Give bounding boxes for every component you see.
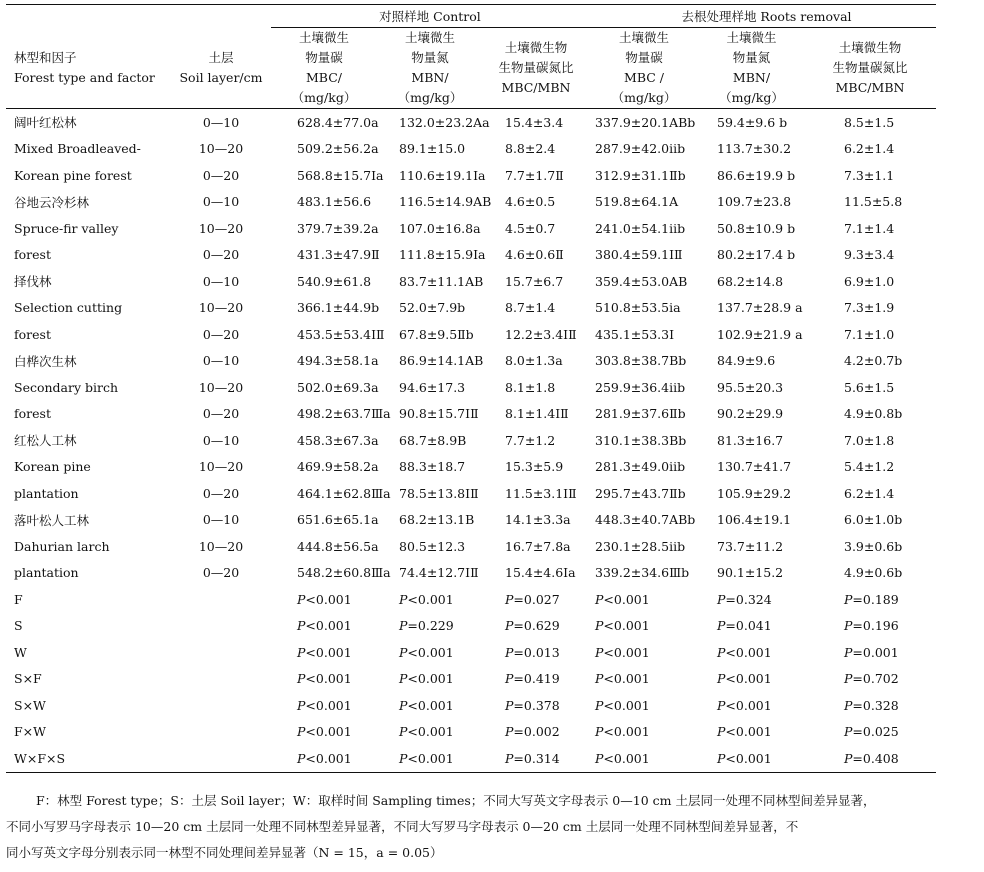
table-cell: P<0.001 <box>399 724 454 740</box>
table-cell: P<0.001 <box>717 644 772 660</box>
table-cell: 109.7±23.8 <box>717 194 792 210</box>
table-cell: F×W <box>14 724 46 740</box>
table-cell: 0—10 <box>202 273 240 289</box>
table-cell: P=0.328 <box>844 697 899 713</box>
table-cell: 380.4±59.1ⅠⅡ <box>595 247 683 263</box>
table-cell: 73.7±11.2 <box>717 538 784 554</box>
table-cell: forest <box>14 326 51 342</box>
table-row <box>6 348 936 375</box>
table-row <box>6 745 936 772</box>
table-cell <box>171 613 271 640</box>
table-cell: 113.7±30.2 <box>717 141 792 157</box>
table-cell: F <box>14 591 23 607</box>
table-cell: S×W <box>14 697 46 713</box>
table-cell: 86.9±14.1AB <box>399 353 484 369</box>
header-mbc-removal: 土壤微生 物量碳 MBC / （mg/kg） <box>611 30 677 105</box>
table-cell: 0—10 <box>202 432 240 448</box>
table-row <box>6 295 936 322</box>
table-row <box>6 427 936 454</box>
table-cell: 0—20 <box>202 326 240 342</box>
table-cell: 8.7±1.4 <box>505 300 556 316</box>
table-cell: 540.9±61.8 <box>297 273 372 289</box>
table-cell: 50.8±10.9 b <box>717 220 796 236</box>
table-cell: 6.2±1.4 <box>844 485 895 501</box>
table-cell: 16.7±7.8a <box>505 538 571 554</box>
table-cell: Dahurian larch <box>14 538 110 554</box>
table-cell: P=0.002 <box>505 724 560 740</box>
table-cell: P=0.629 <box>505 618 560 634</box>
table-cell: P<0.001 <box>595 591 650 607</box>
table-cell: 15.4±3.4 <box>505 114 564 130</box>
table-cell: 4.6±0.6Ⅱ <box>505 247 564 263</box>
table-row <box>6 613 936 640</box>
table-cell: 568.8±15.7Ⅰa <box>297 167 384 183</box>
table-cell: 67.8±9.5Ⅱb <box>399 326 474 342</box>
table-cell: 0—20 <box>202 167 240 183</box>
table-cell: 0—20 <box>202 406 240 422</box>
table-cell: 15.7±6.7 <box>505 273 564 289</box>
table-cell: 628.4±77.0a <box>297 114 379 130</box>
table-cell: W×F×S <box>14 750 66 766</box>
table-row <box>6 480 936 507</box>
table-cell: 651.6±65.1a <box>297 512 379 528</box>
table-row <box>6 321 936 348</box>
table-cell: 107.0±16.8a <box>399 220 481 236</box>
table-cell: 310.1±38.3Bb <box>595 432 687 448</box>
table-cell: 105.9±29.2 <box>717 485 792 501</box>
table-cell: 12.2±3.4ⅠⅡ <box>505 326 577 342</box>
table-cell: 6.0±1.0b <box>844 512 903 528</box>
table-cell: Korean pine forest <box>14 167 132 183</box>
footnote-line: 不同小写罗马字母表示 10—20 cm 土层同一处理不同林型差异显著，不同大写罗马字母表示 0—20 cm 土层同一处理不同林型间差异显著，不 <box>6 819 799 834</box>
table-cell: P<0.001 <box>717 697 772 713</box>
table-cell: P=0.229 <box>399 618 454 634</box>
table-row <box>6 136 936 163</box>
table-cell: 7.1±1.4 <box>844 220 895 236</box>
table-cell: 10—20 <box>198 220 244 236</box>
table-cell: 4.5±0.7 <box>505 220 556 236</box>
table-cell: 59.4±9.6 b <box>717 114 788 130</box>
table-cell: P<0.001 <box>595 644 650 660</box>
table-cell: 453.5±53.4ⅠⅡ <box>297 326 385 342</box>
table-cell: 337.9±20.1ABb <box>595 114 696 130</box>
table-cell: 106.4±19.1 <box>717 512 792 528</box>
table-row <box>6 242 936 269</box>
table-cell: 359.4±53.0AB <box>595 273 688 289</box>
table-cell: 68.2±14.8 <box>717 273 784 289</box>
table-cell <box>171 666 271 693</box>
table-cell: 74.4±12.7ⅠⅡ <box>399 565 479 581</box>
table-cell: 281.3±49.0ⅱb <box>595 459 686 475</box>
table-cell: 435.1±53.3Ⅰ <box>595 326 675 342</box>
table-row <box>6 639 936 666</box>
header-ratio-removal: 土壤微生物 生物量碳氮比 MBC/MBN <box>832 40 908 95</box>
table-cell: 303.8±38.7Bb <box>595 353 687 369</box>
table-cell: 阔叶红松林 <box>14 115 77 131</box>
table-cell: 52.0±7.9b <box>399 300 466 316</box>
table-cell: P=0.324 <box>717 591 772 607</box>
table-row <box>6 268 936 295</box>
table-row <box>6 215 936 242</box>
table-cell: 83.7±11.1AB <box>399 273 484 289</box>
header-mbn-control: 土壤微生 物量氮 MBN/ （mg/kg） <box>397 30 463 105</box>
table-cell: 5.6±1.5 <box>844 379 895 395</box>
table-cell: P<0.001 <box>399 750 454 766</box>
table-cell: 483.1±56.6 <box>297 194 372 210</box>
table-cell <box>171 719 271 746</box>
table-cell: 137.7±28.9 a <box>717 300 803 316</box>
table-cell: P<0.001 <box>297 618 352 634</box>
table-cell: 3.9±0.6b <box>844 538 903 554</box>
table-cell: P<0.001 <box>297 671 352 687</box>
header-forest-type: 林型和因子 Forest type and factor <box>14 49 155 85</box>
table-cell: 10—20 <box>198 459 244 475</box>
table-cell: 10—20 <box>198 379 244 395</box>
group-control: 对照样地 Control <box>271 5 589 28</box>
table-row <box>6 719 936 746</box>
table-cell: 0—20 <box>202 565 240 581</box>
table-cell: 7.0±1.8 <box>844 432 895 448</box>
table-cell: Mixed Broadleaved- <box>14 141 141 157</box>
table-cell: 6.9±1.0 <box>844 273 895 289</box>
column-header-row <box>6 28 936 109</box>
table-cell <box>171 586 271 613</box>
table-cell: plantation <box>14 485 79 501</box>
table-cell: P=0.378 <box>505 697 560 713</box>
table-cell: 458.3±67.3a <box>297 432 379 448</box>
table-cell: Secondary birch <box>14 379 119 395</box>
table-cell: plantation <box>14 565 79 581</box>
header-mbc-control: 土壤微生 物量碳 MBC/ （mg/kg） <box>291 30 357 105</box>
table-row <box>6 162 936 189</box>
table-cell: 8.0±1.3a <box>505 353 563 369</box>
table-cell: 11.5±5.8 <box>844 194 903 210</box>
table-cell: 4.9±0.8b <box>844 406 903 422</box>
table-cell: P<0.001 <box>399 671 454 687</box>
table-cell <box>171 745 271 772</box>
table-cell <box>171 639 271 666</box>
table-cell: P=0.408 <box>844 750 899 766</box>
table-cell: S <box>14 618 23 634</box>
table-cell: 469.9±58.2a <box>297 459 379 475</box>
table-cell: 339.2±34.6Ⅲb <box>595 565 690 581</box>
table-cell: 509.2±56.2a <box>297 141 379 157</box>
table-cell: 8.1±1.8 <box>505 379 556 395</box>
table-cell: 7.7±1.7Ⅱ <box>505 167 564 183</box>
table-cell: P=0.027 <box>505 591 560 607</box>
table-cell: 519.8±64.1A <box>595 194 679 210</box>
table-cell: 0—10 <box>202 353 240 369</box>
table-cell: 谷地云冷杉林 <box>14 194 90 210</box>
table-cell: 7.1±1.0 <box>844 326 895 342</box>
table-cell: 241.0±54.1ⅱb <box>595 220 686 236</box>
header-mbn-removal: 土壤微生 物量氮 MBN/ （mg/kg） <box>719 30 784 105</box>
table-cell: S×F <box>14 671 42 687</box>
table-cell: 287.9±42.0ⅱb <box>595 141 686 157</box>
table-cell: 494.3±58.1a <box>297 353 379 369</box>
table-cell: P=0.189 <box>844 591 899 607</box>
table-cell: 295.7±43.7Ⅱb <box>595 485 686 501</box>
table-footnote <box>6 788 936 866</box>
footnote-line: F：林型 Forest type；S：土层 Soil layer；W：取样时间 Sampling times；不同大写英文字母表示 0—10 cm 土层同一处理不同林型间差异显著， <box>36 793 876 808</box>
table-cell: 7.3±1.1 <box>844 167 895 183</box>
table-cell: 312.9±31.1Ⅱb <box>595 167 686 183</box>
table-row <box>6 374 936 401</box>
table-cell: P<0.001 <box>399 644 454 660</box>
data-table-document <box>6 4 936 773</box>
table-cell: P=0.001 <box>844 644 899 660</box>
table-cell: 0—10 <box>202 194 240 210</box>
table-cell: 498.2±63.7Ⅲa <box>297 406 391 422</box>
table-cell: P<0.001 <box>595 724 650 740</box>
microbial-biomass-table <box>6 4 936 773</box>
table-cell: 11.5±3.1ⅠⅡ <box>505 485 577 501</box>
table-cell: 0—20 <box>202 247 240 263</box>
table-cell: 14.1±3.3a <box>505 512 571 528</box>
table-row <box>6 109 936 136</box>
table-cell: 464.1±62.8Ⅲa <box>297 485 391 501</box>
group-header-row <box>6 5 936 28</box>
table-cell: 448.3±40.7ABb <box>595 512 696 528</box>
table-cell: 8.8±2.4 <box>505 141 556 157</box>
table-cell: 7.3±1.9 <box>844 300 895 316</box>
table-cell: 366.1±44.9b <box>297 300 380 316</box>
table-cell: P<0.001 <box>297 724 352 740</box>
table-cell <box>171 692 271 719</box>
table-cell: 0—10 <box>202 114 240 130</box>
table-cell: 9.3±3.4 <box>844 247 895 263</box>
table-cell: 10—20 <box>198 300 244 316</box>
table-cell: P<0.001 <box>297 644 352 660</box>
table-cell: 落叶松人工林 <box>14 512 90 528</box>
table-cell: 444.8±56.5a <box>297 538 379 554</box>
table-cell: P=0.013 <box>505 644 560 660</box>
table-row <box>6 666 936 693</box>
table-row <box>6 533 936 560</box>
table-cell: 130.7±41.7 <box>717 459 792 475</box>
table-cell: 68.7±8.9B <box>399 432 467 448</box>
table-cell: Korean pine <box>14 459 91 475</box>
table-cell: forest <box>14 247 51 263</box>
table-cell: P<0.001 <box>399 697 454 713</box>
table-cell: Spruce-fir valley <box>14 220 119 236</box>
table-cell: P=0.419 <box>505 671 560 687</box>
table-cell: Selection cutting <box>14 300 123 316</box>
table-cell: P=0.025 <box>844 724 899 740</box>
table-cell: 78.5±13.8ⅠⅡ <box>399 485 479 501</box>
table-row <box>6 692 936 719</box>
table-cell: P=0.702 <box>844 671 899 687</box>
table-cell: P<0.001 <box>595 618 650 634</box>
table-cell: 84.9±9.6 <box>717 353 776 369</box>
table-cell: P<0.001 <box>297 750 352 766</box>
header-ratio-control: 土壤微生物 生物量碳氮比 MBC/MBN <box>498 40 574 95</box>
table-cell: 6.2±1.4 <box>844 141 895 157</box>
table-cell: P<0.001 <box>717 671 772 687</box>
table-cell: P<0.001 <box>717 724 772 740</box>
table-cell: 281.9±37.6Ⅱb <box>595 406 686 422</box>
table-cell: W <box>14 644 27 660</box>
table-cell: 90.8±15.7ⅠⅡ <box>399 406 479 422</box>
table-cell: 7.7±1.2 <box>505 432 556 448</box>
table-cell: 80.2±17.4 b <box>717 247 796 263</box>
table-cell: P=0.196 <box>844 618 899 634</box>
table-cell: P=0.314 <box>505 750 560 766</box>
table-cell: 择伐林 <box>14 274 52 290</box>
table-cell: 502.0±69.3a <box>297 379 379 395</box>
table-cell: 230.1±28.5ⅱb <box>595 538 686 554</box>
table-row <box>6 560 936 587</box>
table-cell: forest <box>14 406 51 422</box>
table-cell: P<0.001 <box>297 591 352 607</box>
table-row <box>6 507 936 534</box>
table-cell: P<0.001 <box>717 750 772 766</box>
table-cell: 10—20 <box>198 141 244 157</box>
table-cell: 132.0±23.2Aa <box>399 114 490 130</box>
table-cell: 0—10 <box>202 512 240 528</box>
table-cell: 8.1±1.4ⅠⅡ <box>505 406 569 422</box>
table-cell: P<0.001 <box>595 697 650 713</box>
table-cell: 8.5±1.5 <box>844 114 895 130</box>
table-cell: P<0.001 <box>399 591 454 607</box>
table-cell: 94.6±17.3 <box>399 379 466 395</box>
table-cell: 0—20 <box>202 485 240 501</box>
table-cell: 111.8±15.9Ⅰa <box>399 247 486 263</box>
table-cell: P=0.041 <box>717 618 772 634</box>
table-cell: 510.8±53.5ⅰa <box>595 300 681 316</box>
table-cell: 548.2±60.8Ⅲa <box>297 565 391 581</box>
table-cell: 86.6±19.9 b <box>717 167 796 183</box>
table-row <box>6 401 936 428</box>
table-row <box>6 586 936 613</box>
table-row <box>6 189 936 216</box>
table-cell: 红松人工林 <box>14 433 77 449</box>
table-cell: 4.9±0.6b <box>844 565 903 581</box>
table-cell: 88.3±18.7 <box>399 459 466 475</box>
table-cell: 379.7±39.2a <box>297 220 379 236</box>
table-cell: 68.2±13.1B <box>399 512 475 528</box>
table-cell: 116.5±14.9AB <box>399 194 492 210</box>
table-cell: 81.3±16.7 <box>717 432 784 448</box>
footnote-line: 同小写英文字母分别表示同一林型不同处理间差异显著（N = 15，a = 0.05） <box>6 845 443 860</box>
table-cell: 白桦次生林 <box>14 353 77 369</box>
table-cell: 5.4±1.2 <box>844 459 895 475</box>
table-row <box>6 454 936 481</box>
table-cell: 80.5±12.3 <box>399 538 466 554</box>
table-cell: 15.3±5.9 <box>505 459 564 475</box>
table-cell: 431.3±47.9Ⅱ <box>297 247 380 263</box>
table-cell: 259.9±36.4ⅱb <box>595 379 686 395</box>
table-cell: P<0.001 <box>595 750 650 766</box>
table-cell: 89.1±15.0 <box>399 141 466 157</box>
group-roots-removal: 去根处理样地 Roots removal <box>589 5 936 28</box>
table-cell: 90.2±29.9 <box>717 406 784 422</box>
header-soil-layer: 土层 Soil layer/cm <box>179 49 263 85</box>
table-cell: 4.2±0.7b <box>844 353 903 369</box>
table-cell: P<0.001 <box>595 671 650 687</box>
table-cell: 15.4±4.6Ⅰa <box>505 565 576 581</box>
table-cell: P<0.001 <box>297 697 352 713</box>
table-cell: 90.1±15.2 <box>717 565 784 581</box>
table-cell: 4.6±0.5 <box>505 194 556 210</box>
table-cell: 10—20 <box>198 538 244 554</box>
table-cell: 110.6±19.1Ⅰa <box>399 167 486 183</box>
table-cell: 102.9±21.9 a <box>717 326 803 342</box>
table-cell: 95.5±20.3 <box>717 379 784 395</box>
